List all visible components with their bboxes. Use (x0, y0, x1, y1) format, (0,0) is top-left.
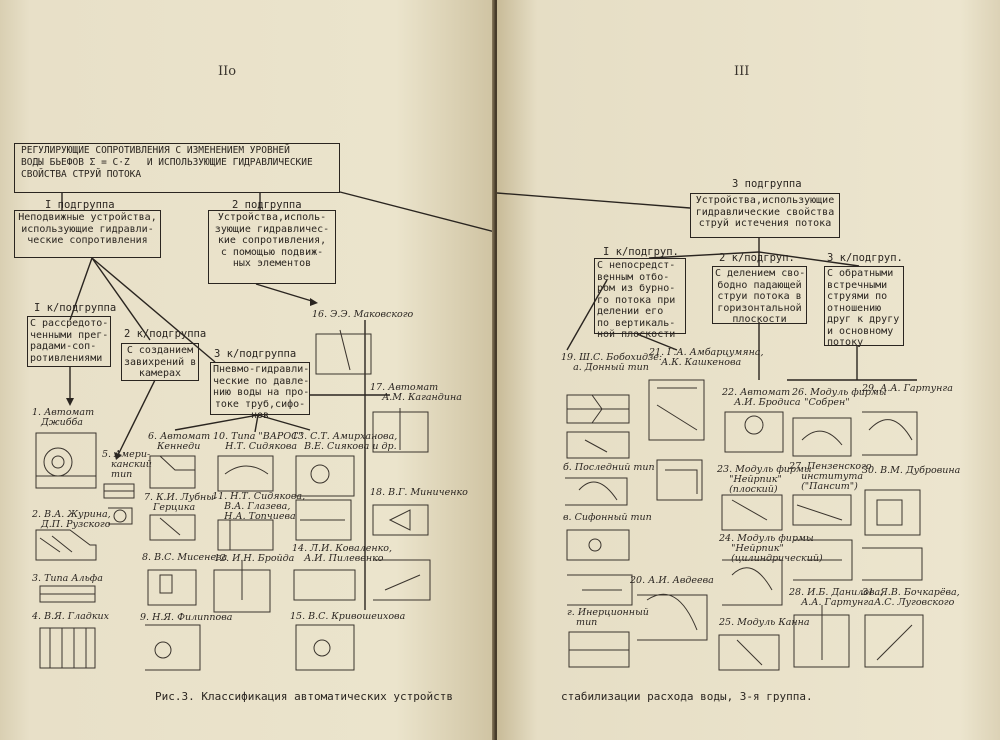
device-label-27: 27. Пензенского института ("Пансит") (789, 461, 872, 492)
device-label-13: 13. С.Т. Амирханова, В.Е. Сиякова и др. (292, 431, 398, 452)
class-r3-box: С обратными встречными струями по отношению друг к другу и основному потоку (824, 266, 904, 346)
device-label-30: 30. В.М. Дубровина (862, 465, 961, 476)
device-label-10: 10. Типа "ВАРОС" Н.Т. Сидякова (213, 431, 303, 452)
device-label-31: 31. Я.В. Бочкарёва, А.С. Луговского (862, 587, 960, 608)
left-device-sketches (0, 0, 495, 740)
device-label-8: 8. В.С. Мисенева (142, 552, 228, 563)
device-label-16: 16. Э.Э. Маковского (312, 309, 414, 320)
device-label-20: 20. А.И. Авдеева (630, 575, 714, 586)
device-label-25: 25. Модуль Канна (719, 617, 810, 628)
device-label-7: 7. К.И. Лубны- Герцика (144, 492, 218, 513)
class-r2-box: С делением сво- бодно падающей струи потока в горизонтальной плоскости (712, 266, 807, 324)
device-label-1: 1. Автомат Джибба (32, 407, 95, 428)
figure-caption-left: Рис.3. Классификация автоматических устройств (155, 690, 454, 703)
device-label-5: 5. Амери- канский тип (102, 449, 152, 480)
class-r1-box: С непосредст- венным отбо- ром из бурно- го потока при делении его по вертикаль- ной плоскости (594, 258, 686, 334)
left-page (0, 0, 495, 740)
device-label-19b: б. Последний тип (563, 462, 655, 473)
device-label-26: 26. Модуль фирмы "Собрен" (792, 387, 887, 408)
class-2-box: С созданием завихрений в камерах (121, 343, 199, 381)
class-r1-label: I к/подгруп. (603, 246, 679, 258)
device-label-19d: г. Инерционный тип (567, 607, 649, 628)
subgroup-2-label: 2 подгруппа (232, 199, 302, 211)
device-label-15: 15. В.С. Кривошеихова (290, 611, 406, 622)
device-label-23: 23. Модуль фирмы "Нейрпик" (плоский) (717, 464, 812, 495)
class-r2-label: 2 к/подгруп. (719, 252, 795, 264)
device-label-28: 28. И.Б. Данилова, А.А. Гартунга (789, 587, 884, 608)
class-1-label: I к/подгруппа (34, 302, 117, 314)
subgroup-1-label: I подгруппа (45, 199, 115, 211)
device-label-18: 18. В.Г. Миниченко (370, 487, 468, 498)
class-1-box: С рассредото- ченными прег- радами-соп- ротивлениями (27, 316, 111, 367)
subgroup-3-label: 3 подгруппа (732, 178, 802, 190)
device-label-21: 21. Г.А. Амбарцумяна, А.К. Кашкенова (649, 347, 764, 368)
figure-caption-right: стабилизации расхода воды, 3-я группа. (561, 690, 813, 703)
device-label-6: 6. Автомат Кеннеди (148, 431, 211, 452)
class-r3-label: 3 к/подгруп. (827, 252, 903, 264)
device-label-3: 3. Типа Альфа (32, 573, 103, 584)
device-label-22: 22. Автомат А.И. Бродиса (722, 387, 801, 408)
device-label-24: 24. Модуль фирмы "Нейрпик" (цилиндрический) (719, 533, 823, 564)
device-label-9: 9. Н.Я. Филиппова (140, 612, 233, 623)
right-device-sketches (497, 0, 1000, 740)
device-label-14: 14. Л.И. Коваленко, А.И. Пилевенко (292, 543, 393, 564)
device-label-19: 19. Ш.С. Бобохидзе: а. Донный тип (561, 352, 663, 373)
class-3-box: Пневмо-гидравли- ческие по давле- нию воды на про- токе труб,сифо- нов (210, 362, 310, 415)
device-label-19c: в. Сифонный тип (563, 512, 652, 523)
main-category-box: РЕГУЛИРУЮЩИЕ СОПРОТИВЛЕНИЯ С ИЗМЕНЕНИЕМ УРОВНЕЙ ВОДЫ БЬЕФОВ Σ = C·Z И ИСПОЛЬЗУЮЩИЕ ГИДРАВЛИЧЕСКИЕ СВОЙСТВА СТРУЙ ПОТОКА (14, 143, 340, 193)
right-page (497, 0, 1000, 740)
device-label-11: 11. Н.Т. Сидякова, В.А. Глазева, Н.А. Топчиева (212, 491, 306, 522)
device-label-4: 4. В.Я. Гладких (32, 611, 109, 622)
class-2-label: 2 к/подгруппа (124, 328, 207, 340)
class-3-label: 3 к/подгруппа (214, 348, 297, 360)
subgroup-1-box: Неподвижные устройства, использующие гидравли- ческие сопротивления (14, 210, 161, 258)
device-label-12: 12. И.Н. Бройда (214, 553, 295, 564)
page-number-right: III (734, 64, 750, 79)
device-label-29: 29. А.А. Гартунга (862, 383, 953, 394)
page-number-left: IIо (218, 64, 237, 79)
subgroup-3-box: Устройства,использующие гидравлические свойства струй истечения потока (690, 193, 840, 238)
device-label-17: 17. Автомат А.М. Кагандина (370, 382, 462, 403)
device-label-2: 2. В.А. Журина, Д.П. Рузского (32, 509, 111, 530)
subgroup-2-box: Устройства,исполь- зующие гидравличес- кие сопротивления, с помощью подвиж- ных элементов (208, 210, 336, 284)
